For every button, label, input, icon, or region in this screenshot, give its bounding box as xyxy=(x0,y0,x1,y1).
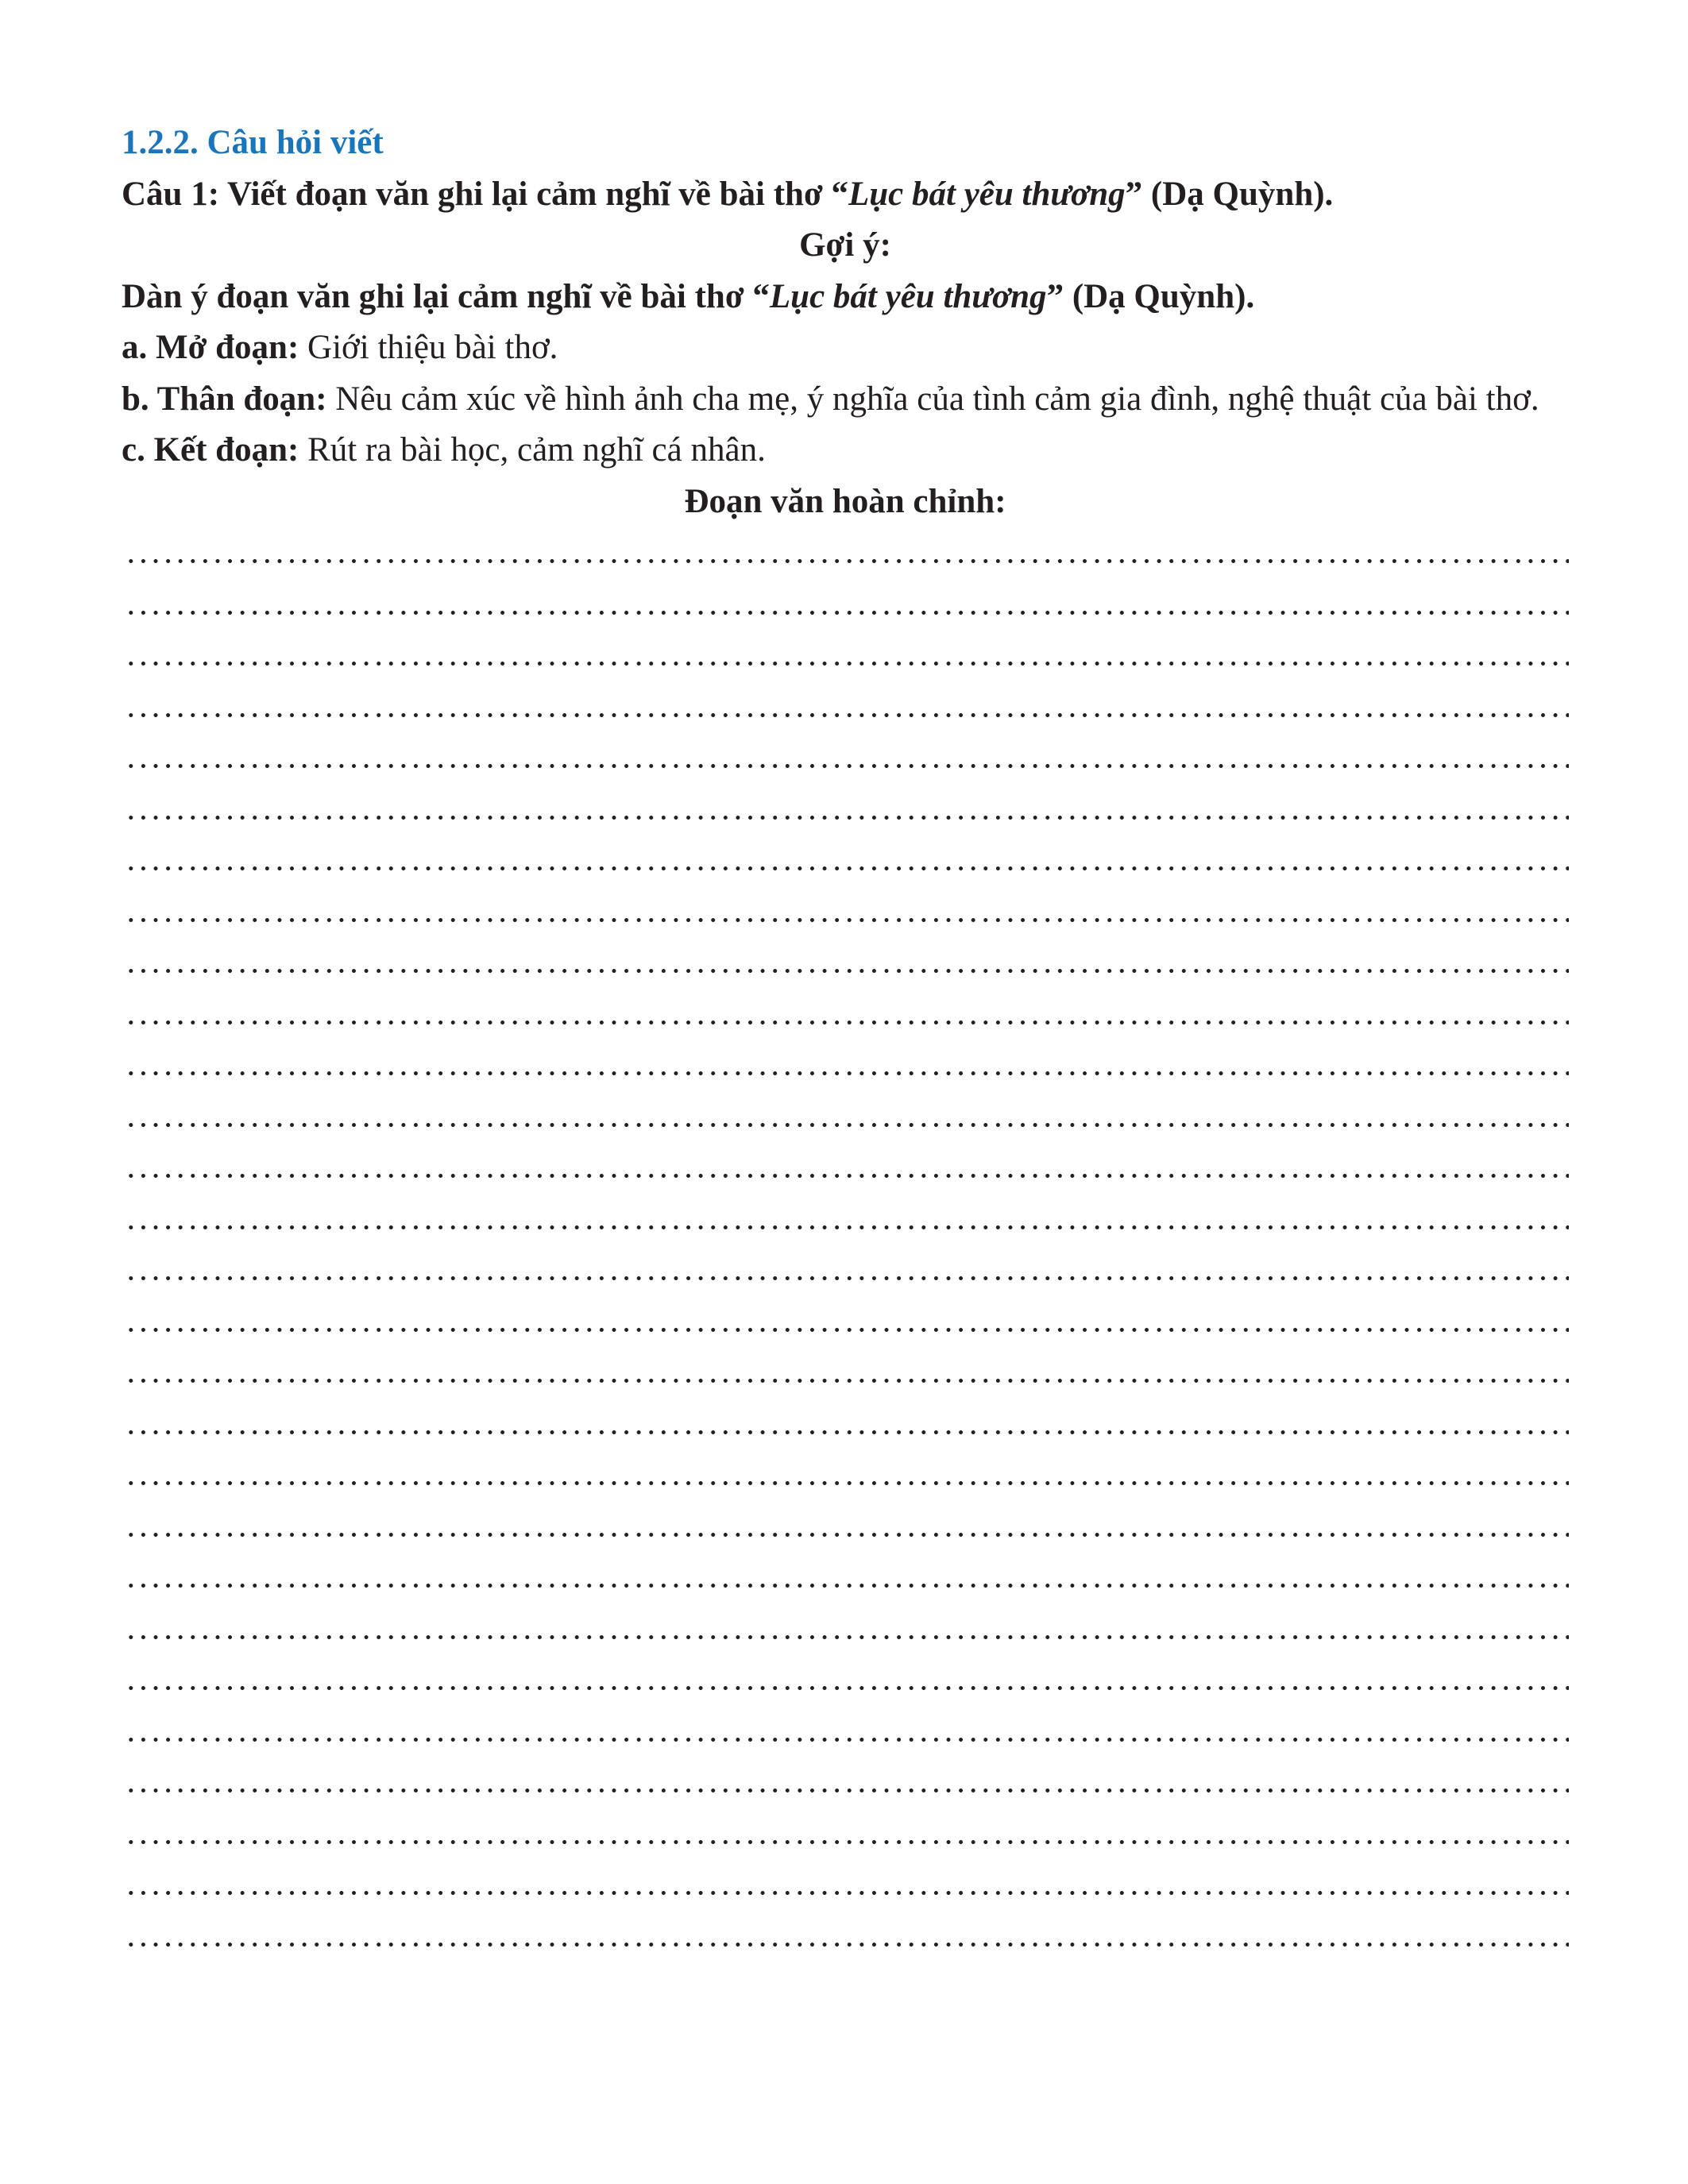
answer-line xyxy=(122,888,1569,940)
answer-line xyxy=(122,1144,1569,1195)
outline-text-before: Dàn ý đoạn văn ghi lại cảm nghĩ về bài thơ “ xyxy=(122,277,770,315)
answer-line xyxy=(122,1041,1569,1093)
answer-line xyxy=(122,836,1569,888)
answer-line xyxy=(122,734,1569,785)
worksheet-page xyxy=(122,118,1569,1963)
answer-line xyxy=(122,631,1569,683)
outline-item-intro xyxy=(122,322,1569,374)
question-poem-title: Lục bát yêu thương xyxy=(848,175,1126,213)
answer-line xyxy=(122,1246,1569,1298)
answer-line xyxy=(122,1707,1569,1759)
answer-line xyxy=(122,1912,1569,1964)
answer-lines xyxy=(122,529,1569,1963)
answer-line xyxy=(122,785,1569,837)
outline-item-text: Giới thiệu bài thơ. xyxy=(299,329,558,366)
answer-line xyxy=(122,1605,1569,1657)
question-text-after: ” (Dạ Quỳnh). xyxy=(1125,175,1334,213)
question-1 xyxy=(122,169,1569,221)
outline-item-conclusion xyxy=(122,425,1569,477)
complete-paragraph-heading: Đoạn văn hoàn chỉnh: xyxy=(684,482,1006,520)
answer-line xyxy=(122,1503,1569,1554)
outline-item-label: b. Thân đoạn: xyxy=(122,380,327,418)
answer-line xyxy=(122,683,1569,735)
outline-poem-title: Lục bát yêu thương xyxy=(769,277,1047,315)
answer-line xyxy=(122,1758,1569,1810)
question-text-before: Viết đoạn văn ghi lại cảm nghĩ về bài thơ “ xyxy=(219,175,848,213)
outline-item-label: a. Mở đoạn: xyxy=(122,329,299,366)
answer-line xyxy=(122,581,1569,632)
answer-line xyxy=(122,1400,1569,1452)
answer-line xyxy=(122,990,1569,1042)
outline-text-after: ” (Dạ Quỳnh). xyxy=(1046,277,1255,315)
answer-line xyxy=(122,1298,1569,1349)
section-heading: 1.2.2. Câu hỏi viết xyxy=(122,124,384,161)
answer-line xyxy=(122,1195,1569,1247)
answer-line xyxy=(122,1093,1569,1144)
outline-item-text: Nêu cảm xúc về hình ảnh cha mẹ, ý nghĩa của tình cảm gia đình, nghệ thuật của bài thơ. xyxy=(326,380,1539,418)
outline-item-text: Rút ra bài học, cảm nghĩ cá nhân. xyxy=(299,431,766,469)
answer-line xyxy=(122,1451,1569,1503)
answer-line xyxy=(122,939,1569,990)
outline-heading xyxy=(122,272,1569,323)
answer-line xyxy=(122,529,1569,581)
outline-item-body xyxy=(122,374,1569,426)
answer-line xyxy=(122,1553,1569,1605)
outline-item-label: c. Kết đoạn: xyxy=(122,431,299,469)
question-label: Câu 1: xyxy=(122,175,220,213)
answer-line xyxy=(122,1656,1569,1707)
answer-line xyxy=(122,1810,1569,1862)
hint-heading: Gợi ý: xyxy=(799,226,891,264)
answer-line xyxy=(122,1861,1569,1912)
answer-line xyxy=(122,1349,1569,1400)
